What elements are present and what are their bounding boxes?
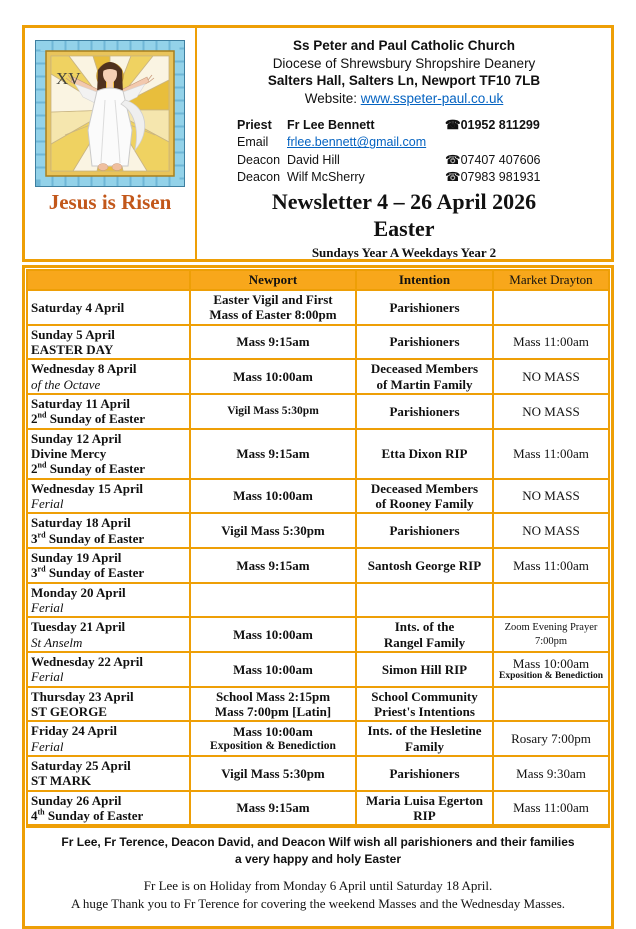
intention-cell — [356, 791, 493, 826]
table-row — [27, 756, 609, 791]
stained-glass-image — [35, 40, 185, 187]
contact-phone: ☎07983 981931 — [445, 169, 541, 184]
cell-line: Sunday 12 April — [31, 430, 122, 446]
cell-line: Exposition & Benediction — [499, 671, 603, 682]
holiday-note-line1: Fr Lee is on Holiday from Monday 6 April until Saturday 18 April. — [143, 877, 493, 893]
cell-line: Zoom Evening Prayer — [504, 622, 598, 634]
cell-line: 3rd Sunday of Easter — [31, 530, 145, 546]
cell-line: of the Octave — [31, 376, 101, 392]
table-row — [27, 513, 609, 548]
banner-caption: Jesus is Risen — [48, 190, 172, 214]
cell-line: Saturday 18 April — [31, 515, 131, 531]
cell-line: Mass 11:00am — [513, 334, 589, 350]
cell-line: Ferial — [31, 669, 64, 685]
newport-cell — [190, 756, 356, 791]
market-drayton-cell — [493, 290, 609, 325]
table-row — [27, 583, 609, 618]
cell-line: Saturday 11 April — [31, 395, 130, 411]
holiday-note-line2: A huge Thank you to Fr Terence for covering the weekend Masses and the Wednesday Masses. — [70, 895, 566, 911]
table-row — [27, 687, 609, 722]
newport-cell — [190, 325, 356, 360]
cell-line: Priest's Intentions — [374, 703, 475, 719]
market-drayton-cell — [493, 325, 609, 360]
table-row — [27, 721, 609, 756]
market-drayton-cell — [493, 429, 609, 479]
cell-line: Ferial — [31, 599, 64, 615]
mass-table-header-row — [27, 270, 609, 290]
cell-line: Vigil Mass 5:30pm — [221, 522, 325, 538]
column-header: Newport — [190, 270, 356, 290]
cell-line: Ferial — [31, 495, 64, 511]
newport-cell — [190, 548, 356, 583]
market-drayton-cell — [493, 687, 609, 722]
intention-cell — [356, 756, 493, 791]
cell-line: School Community — [371, 688, 478, 704]
cell-line: Rangel Family — [383, 634, 466, 650]
cell-line: Ints. of the — [394, 619, 455, 635]
intention-cell — [356, 721, 493, 756]
newport-cell — [190, 583, 356, 618]
market-drayton-cell — [493, 617, 609, 652]
newport-cell — [190, 617, 356, 652]
market-drayton-cell — [493, 479, 609, 514]
date-cell — [27, 548, 190, 583]
date-cell — [27, 513, 190, 548]
market-drayton-cell — [493, 652, 609, 687]
cell-line: Mass 9:15am — [236, 800, 310, 816]
cell-line: Family — [405, 738, 444, 754]
cell-line: Simon Hill RIP — [381, 661, 468, 677]
cell-line: Easter Vigil and First — [213, 292, 333, 307]
newport-cell — [190, 791, 356, 826]
table-row — [27, 325, 609, 360]
cell-line: Parishioners — [389, 403, 460, 419]
contact-phone: ☎07407 407606 — [445, 152, 541, 167]
cell-line: Santosh George RIP — [367, 557, 482, 573]
newport-cell — [190, 359, 356, 394]
cell-line: Mass 9:30am — [516, 765, 586, 781]
date-cell — [27, 290, 190, 325]
cell-line: NO MASS — [522, 368, 580, 384]
intention-cell — [356, 359, 493, 394]
contact-phone: ☎01952 811299 — [445, 118, 540, 133]
cell-line: Rosary 7:00pm — [511, 730, 591, 746]
newport-cell — [190, 479, 356, 514]
contact-row — [237, 169, 611, 186]
newport-cell — [190, 513, 356, 548]
intention-cell — [356, 687, 493, 722]
cell-line: Mass 10:00am — [233, 661, 313, 677]
market-drayton-cell — [493, 394, 609, 429]
contact-role: Priest — [237, 118, 272, 133]
mass-schedule-frame — [22, 265, 614, 929]
date-cell — [27, 325, 190, 360]
cell-line: Mass 7:00pm [Latin] — [214, 703, 332, 719]
banner-cell — [25, 28, 197, 259]
market-drayton-cell — [493, 721, 609, 756]
cell-line: 4th Sunday of Easter — [31, 807, 144, 823]
table-row — [27, 548, 609, 583]
cell-line: Mass 10:00am — [233, 723, 313, 739]
cell-line: Sunday 26 April — [31, 792, 122, 808]
cell-line: of Rooney Family — [375, 495, 474, 511]
column-header: Market Drayton — [493, 270, 609, 290]
cell-line: Mass 9:15am — [236, 445, 310, 461]
date-cell — [27, 791, 190, 826]
intention-cell — [356, 617, 493, 652]
cell-line: St Anselm — [31, 634, 83, 650]
cell-line: Mass 10:00am — [512, 655, 590, 671]
cell-line: Etta Dixon RIP — [381, 445, 468, 461]
cell-line: NO MASS — [522, 403, 580, 419]
intention-cell — [356, 429, 493, 479]
cell-line: Exposition & Benediction — [210, 740, 336, 752]
church-address: Salters Hall, Salters Ln, Newport TF10 7LB — [267, 73, 541, 89]
contact-role: Deacon — [237, 169, 281, 184]
mass-table-body — [27, 290, 609, 825]
email-link[interactable]: frlee.bennett@gmail.com — [287, 135, 427, 150]
cell-line: Monday 20 April — [31, 584, 126, 600]
newsletter-title: Newsletter 4 – 26 April 2026 — [271, 189, 537, 215]
station-roman-numeral: XV — [56, 69, 81, 88]
date-cell — [27, 479, 190, 514]
cell-line: RIP — [413, 807, 436, 823]
cell-line: Thursday 23 April — [31, 688, 134, 704]
intention-cell — [356, 583, 493, 618]
table-row — [27, 394, 609, 429]
website-link[interactable]: www.sspeter-paul.co.uk — [360, 90, 504, 106]
newport-cell — [190, 721, 356, 756]
table-row — [27, 290, 609, 325]
website-line — [197, 90, 611, 108]
intention-cell — [356, 290, 493, 325]
market-drayton-cell — [493, 513, 609, 548]
cell-line: Sunday 5 April — [31, 326, 115, 342]
easter-wish-line2: a very happy and holy Easter — [234, 851, 402, 866]
mass-schedule-table — [26, 269, 610, 826]
intention-cell — [356, 548, 493, 583]
newport-cell — [190, 394, 356, 429]
table-row — [27, 429, 609, 479]
cell-line: NO MASS — [522, 488, 580, 504]
contact-name: Fr Lee Bennett — [287, 118, 375, 133]
cell-line: Mass 11:00am — [513, 445, 589, 461]
cell-line: NO MASS — [522, 522, 580, 538]
contact-name: David Hill — [287, 152, 340, 167]
cell-line: Vigil Mass 5:30pm — [227, 405, 319, 418]
cell-line: School Mass 2:15pm — [215, 688, 331, 704]
cell-line: ST MARK — [31, 773, 92, 789]
cell-line: Mass 11:00am — [513, 800, 589, 816]
cell-line: ST GEORGE — [31, 703, 107, 719]
cell-line: Wednesday 22 April — [31, 653, 143, 669]
contact-phone — [445, 134, 611, 151]
cell-line: Mass 10:00am — [233, 626, 313, 642]
intention-cell — [356, 652, 493, 687]
contact-row — [237, 152, 611, 169]
market-drayton-cell — [493, 548, 609, 583]
cell-line: Deceased Members — [370, 480, 479, 496]
cell-line: EASTER DAY — [31, 341, 114, 357]
cell-line: Parishioners — [389, 299, 460, 315]
newsletter-season: Easter — [373, 216, 435, 242]
date-cell — [27, 429, 190, 479]
header-box — [22, 25, 614, 262]
date-cell — [27, 721, 190, 756]
intention-cell — [356, 394, 493, 429]
cell-line: Mass 9:15am — [236, 334, 310, 350]
cell-line: Mass 9:15am — [236, 557, 310, 573]
date-cell — [27, 394, 190, 429]
market-drayton-cell — [493, 583, 609, 618]
date-cell — [27, 583, 190, 618]
cell-line: Mass 11:00am — [513, 557, 589, 573]
date-cell — [27, 617, 190, 652]
lectionary-year: Sundays Year A Weekdays Year 2 — [311, 244, 497, 260]
newsletter-page — [22, 25, 614, 929]
date-cell — [27, 756, 190, 791]
contact-role: Email — [237, 135, 269, 150]
cell-line: Saturday 25 April — [31, 757, 131, 773]
cell-line: Sunday 19 April — [31, 549, 122, 565]
cell-line: Wednesday 15 April — [31, 480, 143, 496]
cell-line: Parishioners — [389, 522, 460, 538]
intention-cell — [356, 479, 493, 514]
cell-line: Wednesday 8 April — [31, 361, 137, 377]
newport-cell — [190, 429, 356, 479]
market-drayton-cell — [493, 791, 609, 826]
cell-line: Ints. of the Hesletine — [367, 723, 482, 739]
contact-row — [237, 117, 611, 134]
cell-line: Deceased Members — [370, 361, 479, 377]
cell-line: Ferial — [31, 738, 64, 754]
contact-name: Wilf McSherry — [287, 169, 365, 184]
church-diocese: Diocese of Shrewsbury Shropshire Deanery — [272, 55, 536, 71]
cell-line: Mass 10:00am — [233, 488, 313, 504]
table-row — [27, 617, 609, 652]
newport-cell — [190, 652, 356, 687]
date-cell — [27, 359, 190, 394]
cell-line: of Martin Family — [376, 376, 473, 392]
contact-row — [237, 134, 611, 151]
cell-line: Maria Luisa Egerton — [366, 792, 483, 808]
cell-line: Vigil Mass 5:30pm — [221, 765, 325, 781]
church-info-cell — [197, 28, 611, 259]
intention-cell — [356, 513, 493, 548]
cell-line: Parishioners — [389, 765, 460, 781]
contact-list — [237, 117, 611, 186]
cell-line: 3rd Sunday of Easter — [31, 564, 145, 581]
cell-line: Tuesday 21 April — [31, 619, 126, 635]
cell-line: Divine Mercy — [31, 445, 107, 461]
cell-line: Mass 10:00am — [233, 368, 313, 384]
date-cell — [27, 687, 190, 722]
church-name: Ss Peter and Paul Catholic Church — [292, 38, 516, 53]
cell-line: Mass of Easter 8:00pm — [209, 307, 337, 323]
website-label: Website: — [304, 90, 361, 106]
table-row — [27, 791, 609, 826]
table-row — [27, 652, 609, 687]
date-cell — [27, 652, 190, 687]
cell-line: Friday 24 April — [31, 723, 117, 739]
cell-line: 2nd Sunday of Easter — [31, 410, 146, 427]
table-row — [27, 359, 609, 394]
contact-role: Deacon — [237, 152, 281, 167]
newport-cell — [190, 687, 356, 722]
cell-line: 2nd Sunday of Easter — [31, 460, 146, 477]
easter-wish-line1: Fr Lee, Fr Terence, Deacon David, and Deacon Wilf wish all parishioners and their families — [61, 835, 575, 850]
cell-line: 7:00pm — [534, 635, 568, 647]
newport-cell — [190, 290, 356, 325]
intention-cell — [356, 325, 493, 360]
market-drayton-cell — [493, 756, 609, 791]
column-header: Intention — [356, 270, 493, 290]
cell-line: Saturday 4 April — [31, 299, 125, 315]
cell-line: Parishioners — [389, 334, 460, 350]
column-header — [27, 270, 190, 290]
footer-notes — [26, 826, 610, 924]
table-row — [27, 479, 609, 514]
market-drayton-cell — [493, 359, 609, 394]
